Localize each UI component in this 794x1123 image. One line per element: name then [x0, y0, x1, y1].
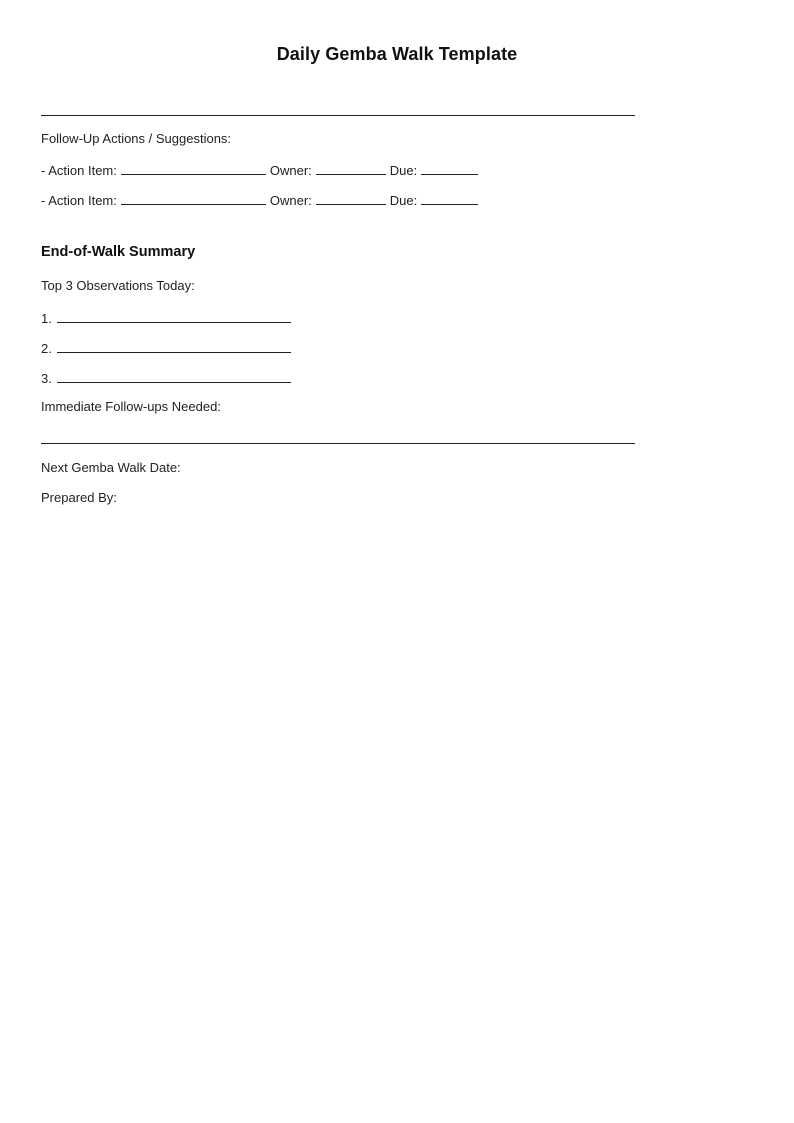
owner-field[interactable] [316, 161, 386, 175]
owner-label: Owner: [269, 163, 312, 178]
action-item-label: - Action Item: [41, 193, 117, 208]
observation-number: 1. [41, 311, 52, 326]
followups-label: Immediate Follow-ups Needed: [41, 399, 221, 414]
due-label: Due: [389, 163, 418, 178]
summary-heading: End-of-Walk Summary [41, 244, 196, 260]
observation-row [41, 339, 295, 357]
action-row [41, 191, 482, 209]
action-item-field[interactable] [121, 161, 266, 175]
observation-field[interactable] [57, 369, 291, 383]
action-row [41, 161, 482, 179]
due-field[interactable] [421, 161, 478, 175]
followups-field-line[interactable] [41, 443, 635, 444]
observation-row [41, 369, 295, 387]
prepared-by-label: Prepared By: [41, 490, 117, 505]
observation-field[interactable] [57, 309, 291, 323]
action-item-label: - Action Item: [41, 163, 117, 178]
due-field[interactable] [421, 191, 478, 205]
owner-label: Owner: [269, 193, 312, 208]
observation-number: 3. [41, 371, 52, 386]
followup-heading: Follow-Up Actions / Suggestions: [41, 131, 232, 146]
action-item-field[interactable] [121, 191, 266, 205]
top3-label: Top 3 Observations Today: [41, 278, 195, 293]
page-title: Daily Gemba Walk Template [276, 44, 518, 64]
divider-line [41, 115, 635, 116]
due-label: Due: [389, 193, 418, 208]
observation-field[interactable] [57, 339, 291, 353]
owner-field[interactable] [316, 191, 386, 205]
next-date-label: Next Gemba Walk Date: [41, 460, 181, 475]
observation-row [41, 309, 295, 327]
observation-number: 2. [41, 341, 52, 356]
